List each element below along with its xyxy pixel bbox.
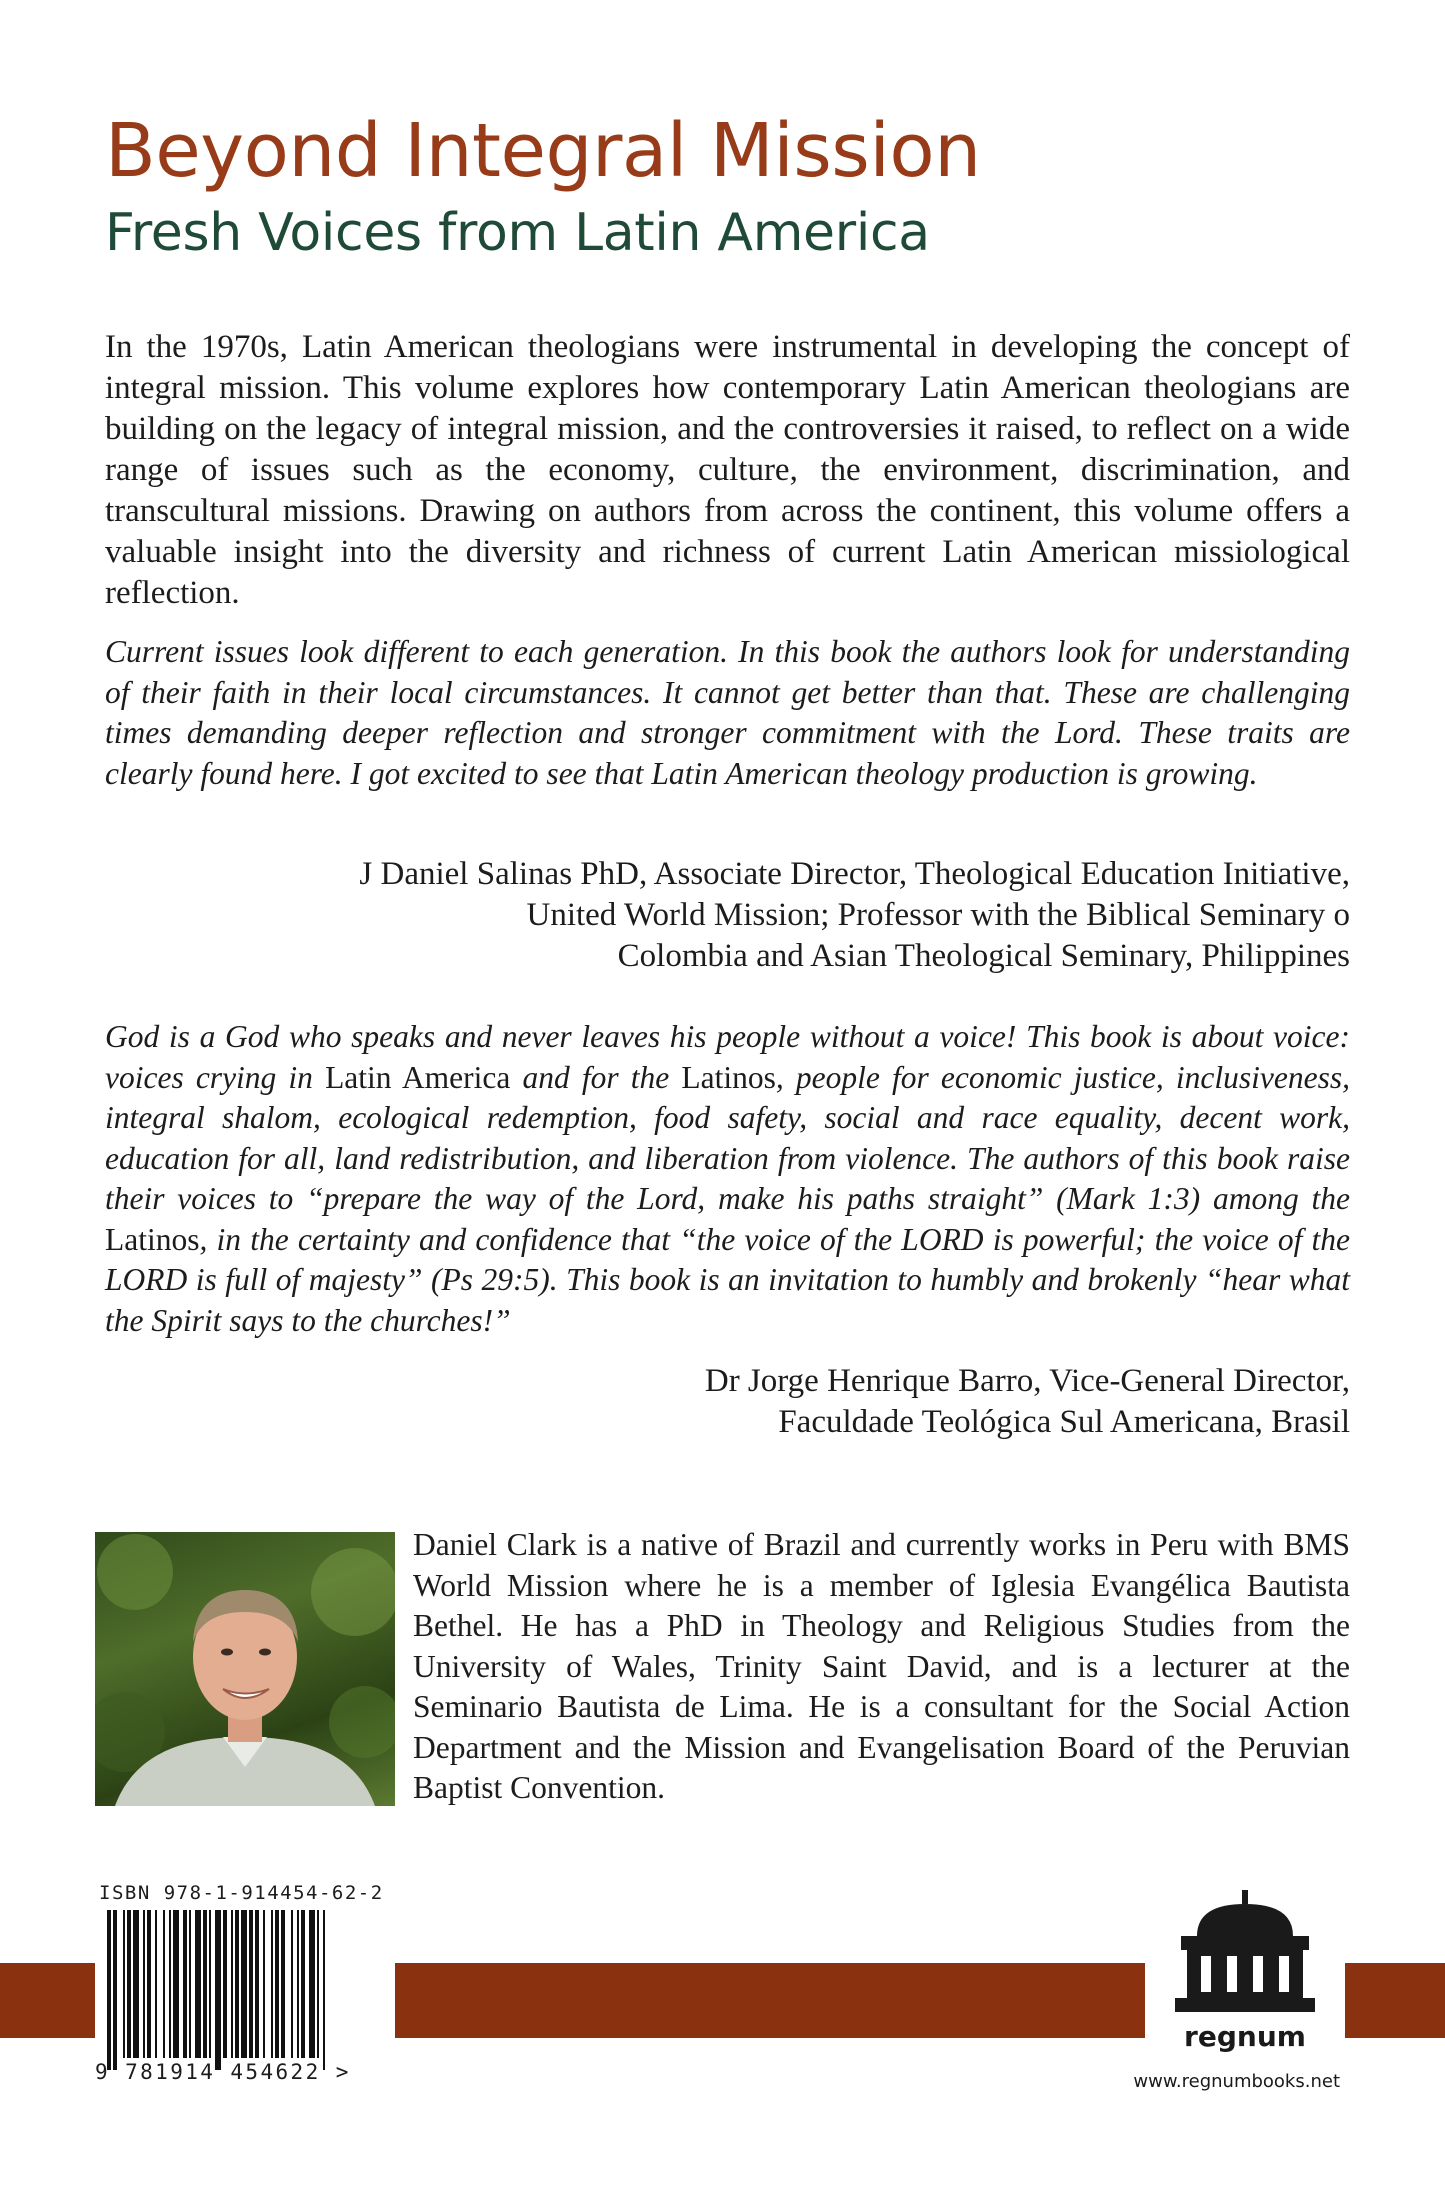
barcode-bar xyxy=(183,1910,187,2058)
barcode-bar xyxy=(281,1910,285,2058)
quote-segment: and for the xyxy=(510,1059,682,1095)
barcode-bar xyxy=(249,1910,253,2058)
barcode-bar xyxy=(235,1910,239,2058)
barcode-bar xyxy=(189,1910,191,2058)
barcode-bar xyxy=(291,1910,293,2058)
barcode-bar xyxy=(133,1910,139,2058)
barcode-bar xyxy=(317,1910,319,2058)
endorsement-quote-2 xyxy=(105,1017,1350,1341)
author-bio: Daniel Clark is a native of Brazil and currently works in Peru with BMS World Mission where he is a member of Iglesia Evangélica Bautista Bethel. He has a PhD in Theology and Religious Studies from the University of Wales, Trinity Saint David, and is a lecturer at the Seminario Bautista de Lima. He is a consultant for the Social Action Department and the Mission and Evangelisation Board of the Peruvian Baptist Convention. xyxy=(413,1527,1350,1805)
barcode-bar xyxy=(107,1910,111,2070)
barcode-bar xyxy=(231,1910,233,2058)
barcode-bar xyxy=(323,1910,325,2070)
author-portrait-illustration xyxy=(95,1532,395,1806)
barcode-bar xyxy=(173,1910,179,2058)
publisher-name: regnum xyxy=(1184,2020,1306,2053)
attribution-line: United World Mission; Professor with the Biblical Seminary o xyxy=(526,897,1350,933)
book-subtitle: Fresh Voices from Latin America xyxy=(105,203,930,263)
endorsement-quote-1: Current issues look different to each generation. In this book the authors look for understanding of their faith in their local circumstances. It cannot get better than that. These are challenging times demanding deeper reflection and stronger commitment with the Lord. These traits are clearly found here. I got excited to see that Latin American theology production is growing. xyxy=(105,634,1350,791)
isbn-label: ISBN 978-1-914454-62-2 xyxy=(99,1882,384,1904)
regnum-building-icon xyxy=(1145,1888,1345,2018)
barcode-bar xyxy=(127,1910,131,2058)
barcode-bar xyxy=(203,1910,207,2058)
barcode-bar xyxy=(301,1910,305,2058)
barcode-bar xyxy=(215,1910,221,2070)
barcode-bar xyxy=(263,1910,265,2058)
book-title: Beyond Integral Mission xyxy=(105,108,981,194)
quote-segment: , in the certainty and confidence that “the voice of the LORD is powerful; the voice of the LORD is full of majesty” (Ps 29:5). This book is an invitation to humbly and brokenly “hear what the Spirit says to the churches!” xyxy=(105,1221,1350,1338)
barcode-bar xyxy=(113,1910,117,2070)
barcode-bar xyxy=(241,1910,247,2058)
attribution-line: Dr Jorge Henrique Barro, Vice-General Director, xyxy=(704,1363,1350,1399)
barcode-bar xyxy=(143,1910,145,2058)
quote-segment: Latin America xyxy=(325,1059,511,1095)
attribution-line: J Daniel Salinas PhD, Associate Director, Theological Education Initiative, xyxy=(359,856,1350,892)
barcode-bar xyxy=(163,1910,165,2058)
barcode-bar xyxy=(169,1910,171,2058)
barcode-bar xyxy=(123,1910,125,2058)
quote-segment: Latinos xyxy=(681,1059,776,1095)
barcode-number: 9 781914 454622 > xyxy=(95,2060,351,2084)
barcode-bar xyxy=(209,1910,211,2058)
isbn-barcode xyxy=(95,1880,395,2093)
barcode-bar xyxy=(275,1910,279,2058)
barcode-bar xyxy=(195,1910,201,2058)
author-photo xyxy=(95,1532,395,1806)
barcode-bar xyxy=(155,1910,157,2058)
barcode-bars xyxy=(95,1910,395,2070)
book-description: In the 1970s, Latin American theologians were instrumental in developing the concept of integral mission. This volume explores how contemporary Latin American theologians are building on the legacy of integral mission, and the controversies it raised, to reflect on a wide range of issues such as the economy, culture, the environment, discrimination, and transcultural missions. Drawing on authors from across the continent, this volume offers a valuable insight into the diversity and richness of current Latin American missiological reflection. xyxy=(105,329,1350,611)
barcode-bar xyxy=(255,1910,259,2058)
publisher-logo xyxy=(1145,1888,1345,2068)
attribution-line: Colombia and Asian Theological Seminary, Philippines xyxy=(617,938,1350,974)
quote-segment: God is a God who speaks and never leaves his people without a voice! This book is about voice: voices crying in xyxy=(105,1019,1350,1095)
barcode-bar xyxy=(147,1910,151,2058)
publisher-website: www.regnumbooks.net xyxy=(1133,2071,1340,2092)
quote-segment: , people for economic justice, inclusiveness, integral shalom, ecological redemption, food safety, social and race equality, decent work, education for all, land redistribution, and liberation from violence. The authors of this book raise their voices to “prepare the way of the Lord, make his paths straight” (Mark 1:3) among the xyxy=(105,1059,1350,1216)
quote-segment: Latinos xyxy=(105,1221,200,1257)
barcode-bar xyxy=(271,1910,273,2058)
barcode-bar xyxy=(297,1910,299,2058)
endorsement-attribution-2 xyxy=(105,1361,1350,1443)
attribution-line: Faculdade Teológica Sul Americana, Brasil xyxy=(778,1404,1350,1440)
barcode-bar xyxy=(309,1910,315,2058)
barcode-bar xyxy=(223,1910,227,2058)
endorsement-attribution-1 xyxy=(105,854,1350,977)
